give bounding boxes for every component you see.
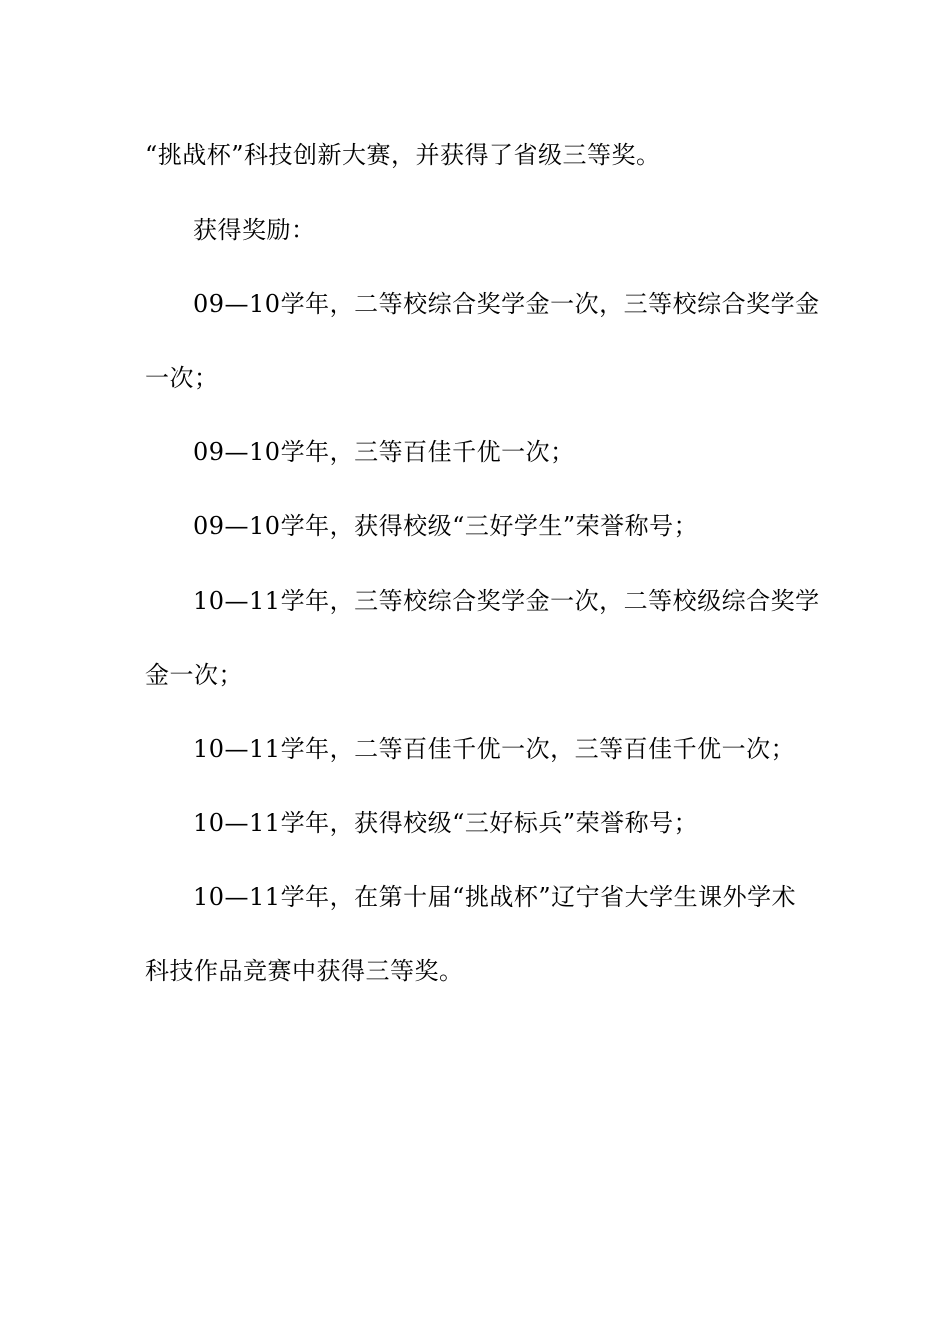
text-line-continuation: “挑战杯”科技创新大赛，并获得了省级三等奖。 bbox=[145, 141, 661, 169]
award-item-3: 09—10学年，获得校级“三好学生”荣誉称号； bbox=[193, 512, 699, 540]
award-item-4-continuation: 金一次； bbox=[145, 661, 243, 689]
award-item-1: 09—10学年，二等校综合奖学金一次，三等校综合奖学金 bbox=[193, 290, 820, 318]
award-item-7: 10—11学年，在第十届“挑战杯”辽宁省大学生课外学术 bbox=[193, 883, 797, 911]
award-item-4: 10—11学年，三等校综合奖学金一次，二等校级综合奖学 bbox=[193, 587, 820, 615]
award-item-6: 10—11学年，获得校级“三好标兵”荣誉称号； bbox=[193, 809, 699, 837]
award-item-7-continuation: 科技作品竞赛中获得三等奖。 bbox=[145, 957, 464, 985]
award-item-2: 09—10学年，三等百佳千优一次； bbox=[193, 438, 575, 466]
section-heading-awards: 获得奖励： bbox=[193, 216, 316, 244]
award-item-5: 10—11学年，二等百佳千优一次，三等百佳千优一次； bbox=[193, 735, 796, 763]
award-item-1-continuation: 一次； bbox=[145, 364, 219, 392]
